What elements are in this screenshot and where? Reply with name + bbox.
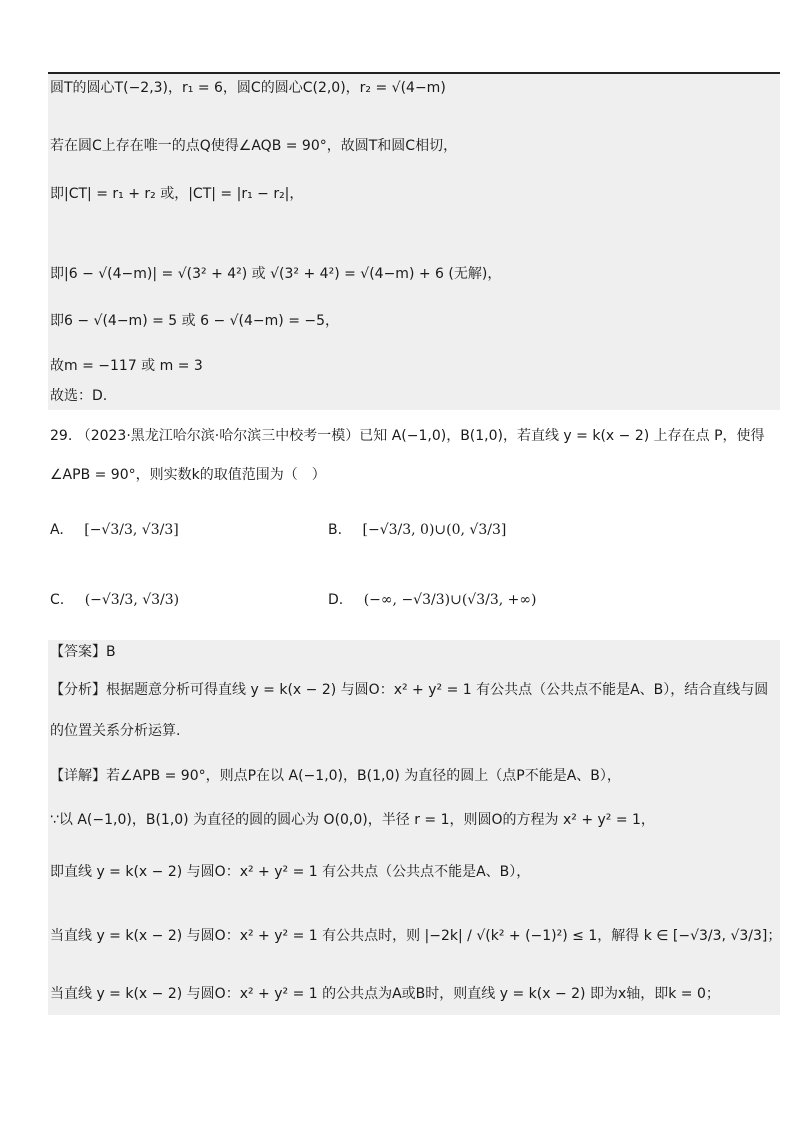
option-c-label: C. xyxy=(50,592,65,608)
detail-line-3: 即直线 y = k(x − 2) 与圆O：x² + y² = 1 有公共点（公共点不能是A、B）， xyxy=(50,864,531,880)
option-d-text: (−∞, −√3/3)∪(√3/3, +∞) xyxy=(363,592,537,608)
option-c-text: (−√3/3, √3/3) xyxy=(84,592,180,608)
solution-line-3: 即|CT| = r₁ + r₂ 或，|CT| = |r₁ − r₂|， xyxy=(50,186,304,202)
option-b xyxy=(328,520,506,540)
option-a-text: [−√3/3, √3/3] xyxy=(84,522,179,538)
option-a xyxy=(50,520,179,540)
solution-line-5: 即6 − √(4−m) = 5 或 6 − √(4−m) = −5， xyxy=(50,313,340,329)
option-d-label: D. xyxy=(328,592,344,608)
option-a-label: A. xyxy=(50,522,64,538)
solution-line-7: 故选：D. xyxy=(50,388,108,404)
question-line-1: 29. （2023·黑龙江哈尔滨·哈尔滨三中校考一模）已知 A(−1,0)，B(1,0)，若直线 y = k(x − 2) 上存在点 P，使得 xyxy=(50,428,765,444)
analysis-line-1: 【分析】根据题意分析可得直线 y = k(x − 2) 与圆O：x² + y² = 1 有公共点（公共点不能是A、B），结合直线与圆 xyxy=(50,682,769,698)
detail-line-2: ∵以 A(−1,0)，B(1,0) 为直径的圆的圆心为 O(0,0)，半径 r = 1，则圆O的方程为 x² + y² = 1， xyxy=(50,812,655,828)
solution-line-2: 若在圆C上存在唯一的点Q使得∠AQB = 90°，故圆T和圆C相切， xyxy=(50,138,458,154)
question-line-2: ∠APB = 90°，则实数k的取值范围为（ ） xyxy=(50,467,326,483)
analysis-line-2: 的位置关系分析运算. xyxy=(50,723,181,739)
detail-line-1: 【详解】若∠APB = 90°，则点P在以 A(−1,0)，B(1,0) 为直径的圆上（点P不能是A、B）， xyxy=(50,768,621,784)
solution-line-1: 圆T的圆心T(−2,3)，r₁ = 6，圆C的圆心C(2,0)，r₂ = √(4−m) xyxy=(50,80,446,96)
option-b-label: B. xyxy=(328,522,343,538)
solution-line-6: 故m = −117 或 m = 3 xyxy=(50,358,203,374)
solution-line-4: 即|6 − √(4−m)| = √(3² + 4²) 或 √(3² + 4²) = √(4−m) + 6 (无解)， xyxy=(50,266,502,282)
answer-line: 【答案】B xyxy=(50,644,116,660)
option-c xyxy=(50,590,179,610)
option-b-text: [−√3/3, 0)∪(0, √3/3] xyxy=(362,522,507,538)
detail-line-5: 当直线 y = k(x − 2) 与圆O：x² + y² = 1 的公共点为A或B时，则直线 y = k(x − 2) 即为x轴，即k = 0； xyxy=(50,986,720,1002)
option-d xyxy=(328,590,537,610)
detail-line-4: 当直线 y = k(x − 2) 与圆O：x² + y² = 1 有公共点时，则 |−2k| / √(k² + (−1)²) ≤ 1，解得 k ∈ [−√3/3, √3/3]； xyxy=(50,928,782,944)
